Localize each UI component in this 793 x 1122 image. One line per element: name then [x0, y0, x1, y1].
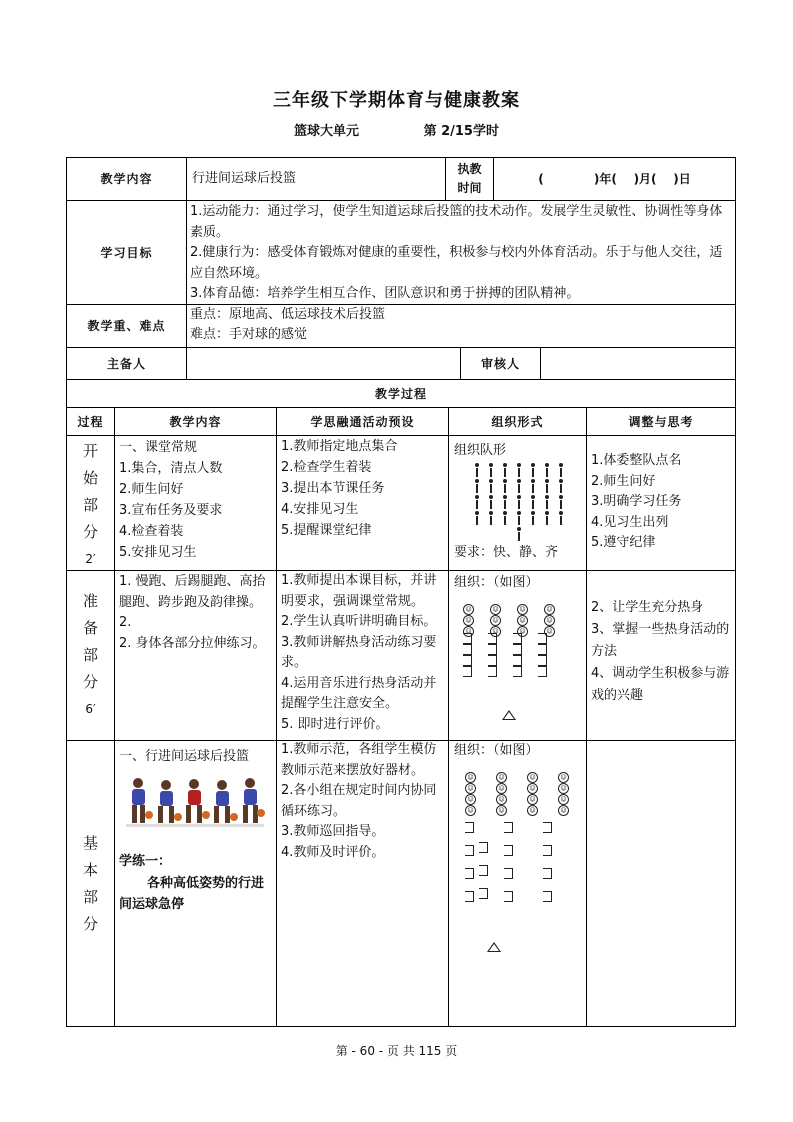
- student-icon: [516, 479, 522, 493]
- col-header: 调整与思考: [628, 414, 694, 429]
- prep-content: 1. 慢跑、后踢腿跑、高抬腿跑、跨步跑及韵律操。 2. 2. 身体各部分拉伸练习。: [119, 574, 266, 651]
- prep-formation-diagram: ☺ ☺ ☺ ☺ ☺ ☺ ☺ ☺ ☺ ☺ ☺ ☺: [455, 598, 575, 693]
- teacher-icon: [516, 527, 522, 541]
- player-figure: [186, 779, 210, 823]
- col-header: 组织形式: [491, 414, 544, 429]
- student-icon: [544, 511, 550, 525]
- reviewer-label: 审核人: [480, 356, 520, 371]
- page-footer: 第 - 60 - 页 共 115 页: [335, 1044, 458, 1058]
- student-icon: [502, 495, 508, 509]
- start-section-name: 开 始 部 分 2′: [82, 442, 98, 566]
- prep-section-name: 准 备 部 分 6′: [82, 592, 98, 716]
- unit-name: 篮球大单元: [294, 124, 360, 139]
- practice-text: 各种高低姿势的行进间运球急停: [119, 876, 265, 912]
- page-title: 三年级下学期体育与健康教案: [273, 90, 520, 111]
- student-icon: [558, 511, 564, 525]
- student-icon: [558, 463, 564, 477]
- col-header: 学思融通活动预设: [310, 414, 415, 429]
- player-figure: [214, 780, 238, 823]
- student-icon: [558, 479, 564, 493]
- student-icon: [558, 495, 564, 509]
- subtitle: [0, 120, 793, 139]
- student-icon: [516, 463, 522, 477]
- key-point: 重点：原地高、低运球技术后投篮: [190, 307, 386, 322]
- start-org-title: 组织队形: [454, 443, 507, 458]
- student-icon: [474, 495, 480, 509]
- goals-list: [190, 202, 732, 304]
- basic-content-title: 一、行进间运球后投篮: [119, 749, 250, 764]
- practice-label: 学练一：: [119, 854, 172, 869]
- lesson-number: 第 2/15学时: [423, 124, 499, 139]
- student-icon: [544, 495, 550, 509]
- date-label: 执教 时间: [457, 162, 482, 195]
- col-header: 教学内容: [169, 414, 222, 429]
- student-icon: [530, 479, 536, 493]
- student-icon: [502, 463, 508, 477]
- prep-activities: 1.教师提出本课目标，并讲明要求，强调课堂常规。 2.学生认真听讲明确目标。 3.教师讲解热身活动练习要求。 4.运用音乐进行热身活动并提醒学生注意安全。 5. 即时进行评价。: [281, 573, 437, 732]
- basic-section-name: 基 本 部 分: [82, 834, 98, 933]
- date-value: ( )年( )月( )日: [538, 172, 691, 186]
- student-icon: [544, 479, 550, 493]
- student-icon: [516, 495, 522, 509]
- player-figure: [243, 778, 265, 823]
- student-icon: [488, 511, 494, 525]
- difficult-point: 难点：手对球的感觉: [190, 327, 308, 342]
- student-icon: [474, 463, 480, 477]
- player-figure: [132, 778, 153, 823]
- student-icon: [530, 463, 536, 477]
- start-reflection: 1.体委整队点名 2.师生问好 3.明确学习任务 4.见习生出列 5.遵守纪律: [591, 453, 682, 550]
- student-icon: [544, 463, 550, 477]
- student-icon: [530, 511, 536, 525]
- basic-org-title: 组织：（如图）: [454, 743, 539, 758]
- basic-formation-diagram: ☺ ☺ ☺ ☺ ☺ ☺ ☺ ☺ ☺ ☺ ☺ ☺ ☺ ☺ ☺ ☺: [457, 766, 577, 911]
- start-content: 一、课堂常规 1.集合，清点人数 2.师生问好 3.宣布任务及要求 4.检查着装 5.安排见习生: [119, 440, 223, 560]
- goal-item: 3.体育品德：培养学生相互合作、团队意识和勇于拼搏的团队精神。: [190, 286, 580, 301]
- keypoints-label: 教学重、难点: [87, 319, 166, 333]
- process-label: 教学过程: [374, 386, 427, 401]
- teacher-triangle-icon: [487, 942, 501, 952]
- prep-reflection: 2、让学生充分热身 3、掌握一些热身活动的方法 4、调动学生积极参与游戏的兴趣: [591, 600, 730, 703]
- student-icon: [530, 495, 536, 509]
- teacher-triangle-icon: [502, 710, 516, 720]
- start-activities: 1.教师指定地点集合 2.检查学生着装 3.提出本节课任务 4.安排见习生 5.提醒课堂纪律: [281, 439, 398, 538]
- content-label: 教学内容: [100, 172, 153, 186]
- student-icon: [488, 495, 494, 509]
- col-header: 过程: [77, 414, 104, 429]
- goals-label: 学习目标: [100, 245, 153, 260]
- student-icon: [474, 511, 480, 525]
- start-org-requirement: 要求：快、静、齐: [454, 545, 559, 560]
- content-value: 行进间运球后投篮: [192, 171, 297, 186]
- student-icon: [502, 511, 508, 525]
- keypoints: [190, 305, 730, 347]
- player-figure: [158, 780, 182, 823]
- preparer-label: 主备人: [106, 356, 146, 371]
- student-icon: [488, 479, 494, 493]
- student-icon: [516, 511, 522, 525]
- dribbling-sequence-image: [124, 773, 266, 833]
- student-icon: [502, 479, 508, 493]
- student-icon: [474, 479, 480, 493]
- prep-org-title: 组织：（如图）: [454, 575, 539, 590]
- basic-activities: 1.教师示范，各组学生模仿教师示范来摆放好器材。 2.各小组在规定时间内协同循环练习。 3.教师巡回指导。 4.教师及时评价。: [281, 742, 437, 860]
- goal-item: 1.运动能力：通过学习，使学生知道运球后投篮的技术动作。发展学生灵敏性、协调性等身体素质。: [190, 204, 723, 240]
- goal-item: 2.健康行为：感受体育锻炼对健康的重要性，积极参与校内外体育活动。乐于与他人交往，适应自然环境。: [190, 245, 723, 281]
- student-icon: [488, 463, 494, 477]
- formation-diagram: [470, 463, 580, 541]
